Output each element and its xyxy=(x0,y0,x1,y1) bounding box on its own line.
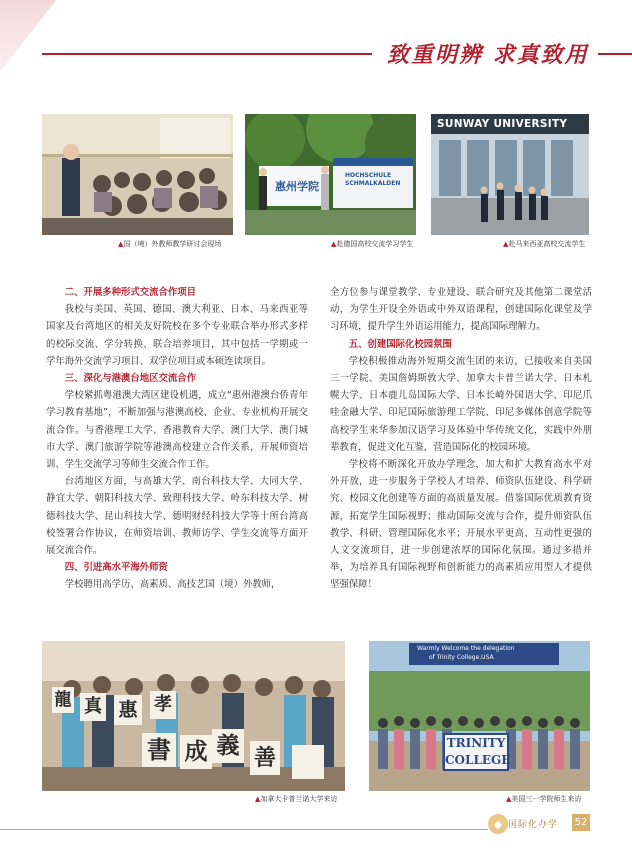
header-rule-left xyxy=(42,53,372,55)
photo-caption: ▲美国三一学院师生来访 xyxy=(506,795,582,803)
sunway-sign: SUNWAY UNIVERSITY xyxy=(437,118,568,130)
photo-teacher-seminar xyxy=(42,114,233,235)
right-column xyxy=(330,284,592,594)
calligraphy-char xyxy=(292,745,324,779)
section-heading: 四、引进高水平海外师资 xyxy=(64,562,168,574)
photo-germany-students xyxy=(245,114,416,235)
footer-globe-icon: ◆ xyxy=(488,814,508,834)
paragraph: 学校积极推动海外短期交流生团的来访，已接收来自美国三一学院、美国詹姆斯敦大学、加拿大卡普兰诺大学、日本札幌大学、日本鹿儿岛国际大学、日本长崎外国语大学、印尼爪哇金融大学、印尼国际旅游理工学院、印尼多媒体创意学院等高校学生来华参加汉语学习及体验中华传统文化，实践中外朋辈教育，促进文化互鉴，营造国际化的校园环境。 xyxy=(330,355,592,453)
page-number: 52 xyxy=(572,814,590,831)
footer-section-title: 国际化办学 xyxy=(508,820,559,830)
caption-text: 赴马来西亚高校交流学生 xyxy=(508,240,586,248)
trinity-sign xyxy=(443,733,509,771)
banner-left: 惠州学院 xyxy=(275,180,319,193)
calligraphy-char: 孝 xyxy=(150,691,176,719)
photo-caption: ▲赴马来西亚高校交流学生 xyxy=(503,240,586,248)
welcome-banner-line1: Warmly Welcome the delegation xyxy=(417,645,515,652)
calligraphy-char: 惠 xyxy=(114,695,142,725)
caption-text: 国（境）外教师教学研讨会现场 xyxy=(123,240,222,248)
paragraph: 我校与美国、英国、德国、澳大利亚、日本、马来西亚等国家及台湾地区的相关友好院校在多个专业联合举办形式多样的校际交流、学分转换、联合培养项目，其中包括一学期或一学年海外交流学习项目、双学位项目或本硕连读项目。 xyxy=(46,304,308,367)
calligraphy-char: 書 xyxy=(142,733,176,767)
footer-rule xyxy=(0,829,488,830)
paragraph: 学校将不断深化开放办学理念，加大和扩大教育高水平对外开放，进一步服务于学校人才培养、师资队伍建设、科学研究、校园文化创建等方面的高质量发展。借鉴国际优质教育资源，拓宽学生国际视野；推动国际交流与合作，提升师资队伍教学、科研、管理国际化水平；开展水平更高、互动性更强的人文交流项目，进一步创建浓厚的国际化氛围。通过多措并举，为培养具有国际视野和创新能力的高素质应用型人才提供坚强保障！ xyxy=(330,459,592,591)
photo-caption: ▲加拿大卡普兰诺大学来访 xyxy=(255,795,338,803)
header-decoration xyxy=(0,0,56,72)
calligraphy-char: 真 xyxy=(80,693,106,721)
calligraphy-char: 龍 xyxy=(52,687,74,713)
welcome-banner-line2: of Trinity College,USA xyxy=(429,654,494,661)
paragraph: 学校聘用高学历、高素质、高技艺国（境）外教师， xyxy=(64,579,281,591)
photo-caption: ▲赴德国高校交流学习学生 xyxy=(331,240,414,248)
trinity-sign-line1: TRINITY xyxy=(446,736,506,750)
photo-calligraphy-visit xyxy=(42,641,345,791)
photo-trinity-visit xyxy=(369,641,590,791)
calligraphy-char: 義 xyxy=(212,729,244,763)
section-heading: 三、深化与港澳台地区交流合作 xyxy=(64,373,197,385)
paragraph: 学校紧抓粤港澳大湾区建设机遇，成立“惠州港澳台侨青年学习教育基地”，不断加强与港澳高校、企业、专业机构开展交流合作。与香港理工大学、香港教育大学、澳门大学、澳门城市大学、澳门旅游学院等港澳高校建立合作关系，开展师资培训、学生交流学习等师生交流合作工作。 xyxy=(46,390,308,471)
calligraphy-char: 成 xyxy=(180,735,212,769)
paragraph-continued: 全方位参与课堂教学、专业建设、联合研究及其他第二课堂活动，为学生开设全外语或中外双语课程，创建国际化课堂及学习环境，提升学生外语运用能力，提高国际理解力。 xyxy=(330,287,592,333)
caption-text: 美国三一学院师生来访 xyxy=(511,795,582,803)
banner-right-line1: HOCHSCHULE xyxy=(345,172,392,179)
photo-sunway-students xyxy=(431,114,589,235)
header-rule-right xyxy=(598,53,632,55)
left-column xyxy=(46,284,308,594)
paragraph: 台湾地区方面，与高雄大学、南台科技大学、大同大学、静宜大学、朝阳科技大学、致理科技大学、岭东科技大学、树德科技大学、昆山科技大学、德明财经科技大学等十所台湾高校签署合作协议，在师资培训、教师访学、学生交流等方面开展交流合作。 xyxy=(46,476,308,557)
banner-right-line2: SCHMALKALDEN xyxy=(345,180,401,187)
caption-text: 赴德国高校交流学习学生 xyxy=(336,240,414,248)
section-heading: 五、创建国际化校园氛围 xyxy=(348,338,452,350)
calligraphy-char: 善 xyxy=(250,741,280,775)
caption-text: 加拿大卡普兰诺大学来访 xyxy=(260,795,338,803)
trinity-sign-line2: COLLEGE xyxy=(445,753,511,767)
school-motto: 致重明辨 求真致用 xyxy=(387,42,589,68)
photo-caption: ▲国（境）外教师教学研讨会现场 xyxy=(118,240,222,248)
section-heading: 二、开展多种形式交流合作项目 xyxy=(64,287,197,298)
